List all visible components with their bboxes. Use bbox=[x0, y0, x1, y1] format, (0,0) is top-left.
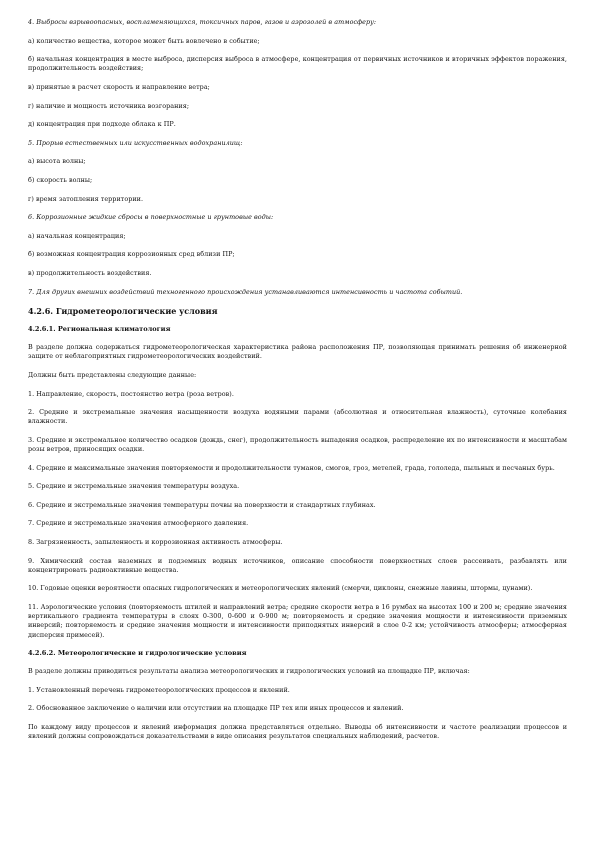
list-a-item: г) наличие и мощность источника возгорания; bbox=[28, 101, 190, 110]
data-item: 3. Средние и экстремальное количество осадков (дождь, снег), продолжительность выпадения осадков, распределение их по интенсивности и масштабам розы ветров, приносящих осадки. bbox=[28, 435, 567, 454]
list-c-item: в) продолжительность воздействия. bbox=[28, 268, 152, 277]
subsection-2-item: 2. Обоснованное заключение о наличии или отсутствии на площадке ПР тех или иных процессов и явлений. bbox=[28, 704, 404, 713]
data-item: 2. Средние и экстремальные значения насыщенности воздуха водяными парами (абсолютная и относительная влажность), суточные колебания влажности. bbox=[28, 408, 567, 426]
list-b-item: г) время затопления территории. bbox=[28, 194, 144, 203]
closing-paragraph: По каждому виду процессов и явлений информация должна представляться отдельно. Выводы об интенсивности и частоте реализации процессов и явлений должны сопровождаться доказательствами в виде описания результатов специальных наблюдений, расчетов. bbox=[28, 723, 567, 741]
subsection-2-title: 4.2.6.2. Метеорологические и гидрологические условия bbox=[28, 649, 247, 658]
list-a-item: в) принятые в расчет скорость и направление ветра; bbox=[28, 82, 210, 91]
paragraph-7: 7. Для других внешних воздействий техногенного происхождения устанавливаются интенсивность и частота событий. bbox=[28, 287, 463, 296]
data-item: 5. Средние и экстремальные значения температуры воздуха. bbox=[28, 482, 240, 491]
list-c-item: б) возможная концентрация коррозионных сред вблизи ПР; bbox=[28, 250, 235, 259]
list-a-item: д) концентрация при подходе облака к ПР. bbox=[28, 120, 176, 129]
section-title: 4.2.6. Гидрометеорологические условия bbox=[28, 306, 218, 317]
data-item: 9. Химический состав наземных и подземных водных источников, описание способности поверхностных слоев рассеивать, разбавлять или концентрировать радиоактивные вещества. bbox=[28, 556, 567, 574]
list-c-item: а) начальная концентрация; bbox=[28, 231, 126, 240]
list-a-item: б) начальная концентрация в месте выброса, дисперсия выброса в атмосфере, концентрация от первичных источников и вторичных эффектов поражения, продолжительность воздействия; bbox=[28, 55, 567, 73]
list-a-heading: 4. Выбросы взрывоопасных, воспламеняющихся, токсичных паров, газов и аэрозолей в атмосферу: bbox=[28, 18, 377, 26]
list-b-heading: 5. Прорыв естественных или искусственных водохранилищ: bbox=[28, 138, 243, 147]
subsection-2-item: 1. Установленный перечень гидрометеорологических процессов и явлений. bbox=[28, 685, 290, 694]
data-item: 6. Средние и экстремальные значения температуры почвы на поверхности и стандартных глубинах. bbox=[28, 500, 376, 509]
subsection-2-intro: В разделе должны приводиться результаты анализа метеорологических и гидрологических условий на площадке ПР, включая: bbox=[28, 667, 470, 676]
data-item: 10. Годовые оценки вероятности опасных гидрологических и метеорологических явлений (смерчи, циклоны, снежные лавины, штормы, цунами). bbox=[28, 584, 533, 593]
subsection-1-intro: В разделе должна содержаться гидрометеорологическая характеристика района расположения ПР, позволяющая принимать решения об инженерной защите от неблагоприятных гидрометеорологических воздействий. bbox=[28, 343, 567, 361]
data-item: 1. Направление, скорость, постоянство ветра (роза ветров). bbox=[28, 389, 234, 398]
subsection-1-title: 4.2.6.1. Региональная климатология bbox=[28, 325, 171, 334]
data-item: 4. Средние и максимальные значения повторяемости и продолжительности туманов, смогов, гроз, метелей, града, гололеда, пыльных и песчаных бурь. bbox=[28, 463, 555, 472]
data-item: 8. Загрязненность, запыленность и коррозионная активность атмосферы. bbox=[28, 538, 283, 547]
list-c-heading: 6. Коррозионные жидкие сбросы в поверхностные и грунтовые воды: bbox=[28, 213, 274, 222]
list-b-item: а) высота волны; bbox=[28, 157, 86, 166]
list-a-item: а) количество вещества, которое может быть вовлечено в событие; bbox=[28, 36, 260, 45]
data-intro: Должны быть представлены следующие данные: bbox=[28, 370, 197, 379]
list-b-item: б) скорость волны; bbox=[28, 175, 93, 184]
data-item: 7. Средние и экстремальные значения атмосферного давления. bbox=[28, 519, 249, 528]
data-item: 11. Аэрологические условия (повторяемость штилей и направлений ветра; средние скорости ветра в 16 румбах на высотах 100 и 200 м; средние значения вертикального градиента температуры в слоях 0-300, 0-600 и 0-900 м; повторяемость и средние значения мощности и интенсивности приземных инверсий; повторяемость и средние значения мощности и интенсивности приподнятых инверсий в слое 0-2 км; устойчивость атмосферы; атмосферная дисперсия примесей). bbox=[28, 603, 567, 639]
